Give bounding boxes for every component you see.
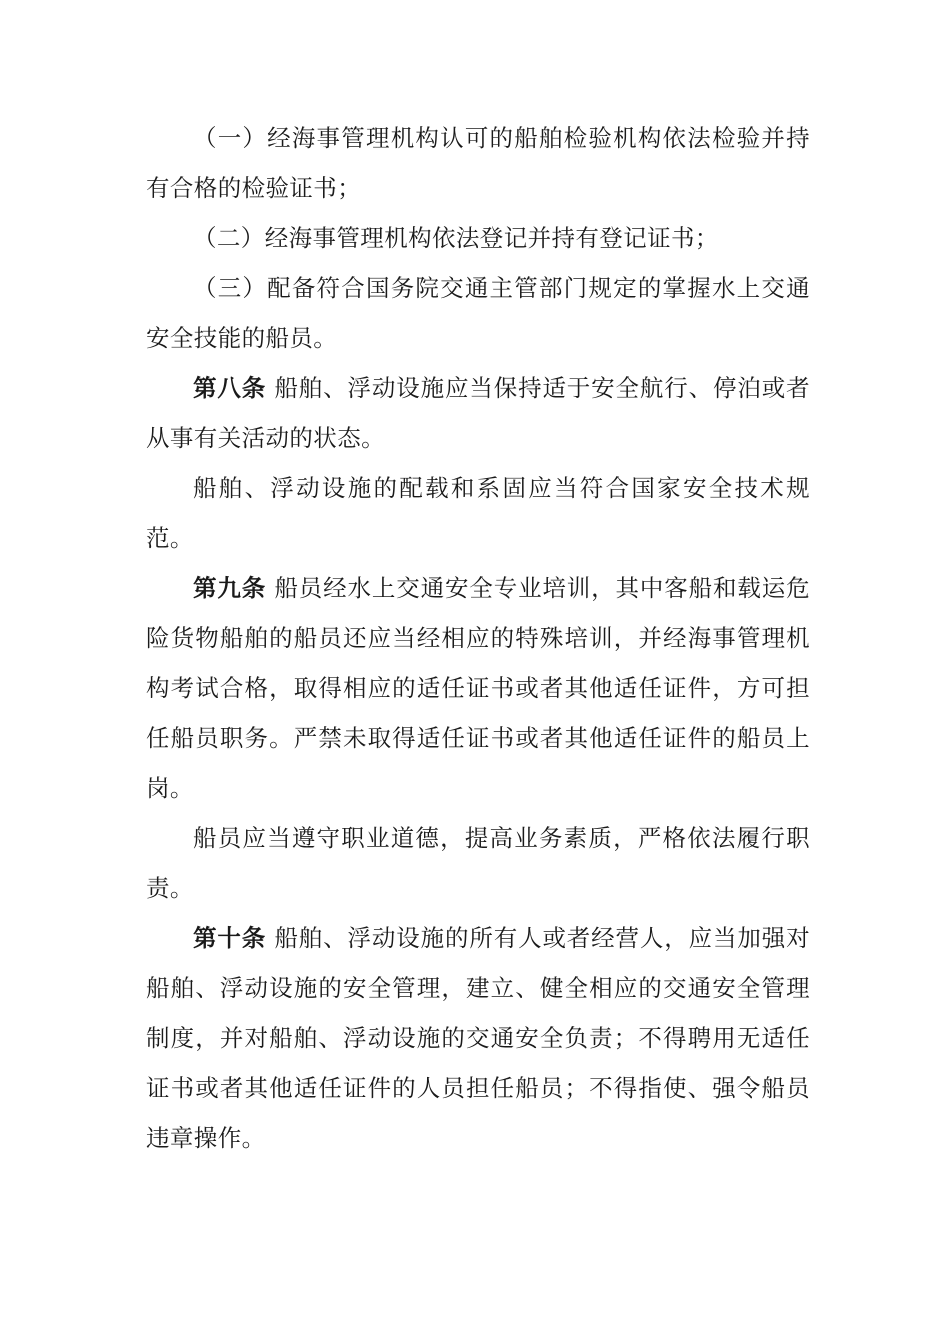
paragraph-item-1: [146, 113, 810, 213]
paragraph-text: （一）经海事管理机构认可的船舶检验机构依法检验并持有合格的检验证书；: [146, 124, 810, 202]
paragraph-text: 船舶、浮动设施应当保持适于安全航行、停泊或者从事有关活动的状态。: [146, 374, 810, 452]
paragraph-text: （三）配备符合国务院交通主管部门规定的掌握水上交通安全技能的船员。: [146, 274, 810, 352]
article-8-paragraph: [146, 363, 810, 463]
article-number: 第九条: [193, 574, 267, 602]
paragraph-item-2: [146, 213, 810, 263]
document-page: [146, 113, 810, 1163]
article-number: 第十条: [193, 924, 267, 952]
paragraph-text: 船舶、浮动设施的所有人或者经营人，应当加强对船舶、浮动设施的安全管理，建立、健全相应的交通安全管理制度，并对船舶、浮动设施的交通安全负责；不得聘用无适任证书或者其他适任证件的人员担任船员；不得指使、强令船员违章操作。: [146, 924, 810, 1152]
paragraph-text: 船员应当遵守职业道德，提高业务素质，严格依法履行职责。: [146, 824, 810, 902]
paragraph-text: （二）经海事管理机构依法登记并持有登记证书；: [193, 224, 719, 252]
paragraph-text: 船舶、浮动设施的配载和系固应当符合国家安全技术规范。: [146, 474, 810, 552]
article-9-paragraph-2: [146, 813, 810, 913]
paragraph-text: 船员经水上交通安全专业培训，其中客船和载运危险货物船舶的船员还应当经相应的特殊培训，并经海事管理机构考试合格，取得相应的适任证书或者其他适任证件，方可担任船员职务。严禁未取得适任证书或者其他适任证件的船员上岗。: [146, 574, 810, 802]
paragraph-item-3: [146, 263, 810, 363]
article-10-paragraph: [146, 913, 810, 1163]
article-9-paragraph: [146, 563, 810, 813]
article-number: 第八条: [193, 374, 267, 402]
article-8-paragraph-2: [146, 463, 810, 563]
